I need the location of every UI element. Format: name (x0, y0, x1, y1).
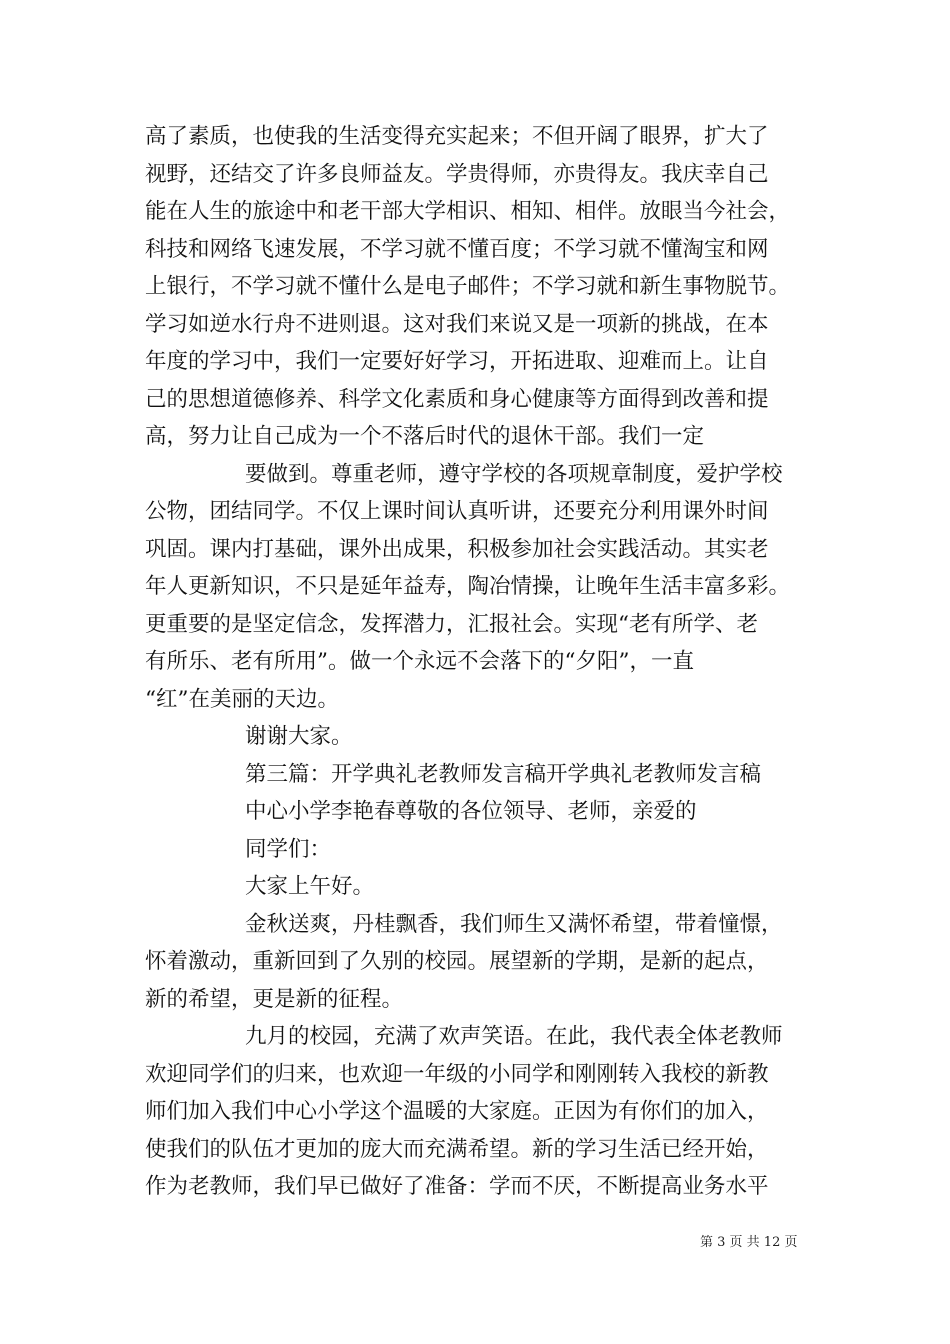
text-line: 更重要的是坚定信念，发挥潜力，汇报社会。实现“老有所学、老 (145, 611, 758, 637)
text-line: 己的思想道德修养、科学文化素质和身心健康等方面得到改善和提 (145, 386, 769, 412)
text-line: 上银行，不学习就不懂什么是电子邮件；不学习就和新生事物脱节。 (145, 274, 791, 299)
text-line: 有所乐、老有所用”。做一个永远不会落下的“夕阳”，一直 (145, 649, 694, 674)
text-line: 公物，团结同学。不仅上课时间认真听讲，还要充分利用课外时间 (145, 499, 769, 524)
text-line: 高了素质，也使我的生活变得充实起来；不但开阔了眼界，扩大了 (145, 124, 769, 149)
text-line: 谢谢大家。 (245, 724, 353, 749)
body-text (145, 118, 825, 1206)
text-line: 师们加入我们中心小学这个温暖的大家庭。正因为有你们的加入， (145, 1099, 769, 1124)
text-line: 作为老教师，我们早已做好了准备：学而不厌，不断提高业务水平 (145, 1174, 769, 1199)
text-line: 科技和网络飞速发展，不学习就不懂百度；不学习就不懂淘宝和网 (145, 236, 769, 262)
text-line: 巩固。课内打基础，课外出成果，积极参加社会实践活动。其实老 (145, 536, 769, 562)
text-line: 视野，还结交了许多良师益友。学贵得师，亦贵得友。我庆幸自己 (145, 161, 769, 187)
text-line: 年度的学习中，我们一定要好好学习，开拓进取、迎难而上。让自 (145, 349, 769, 374)
text-line: 学习如逆水行舟不进则退。这对我们来说又是一项新的挑战，在本 (145, 311, 769, 337)
text-line: 中心小学李艳春尊敬的各位领导、老师，亲爱的 (245, 799, 697, 824)
text-line: 年人更新知识，不只是延年益寿，陶冶情操，让晚年生活丰富多彩。 (145, 574, 791, 599)
text-line: 怀着激动，重新回到了久别的校园。展望新的学期，是新的起点， (145, 949, 769, 974)
text-line: 新的希望，更是新的征程。 (145, 986, 404, 1012)
text-line: 能在人生的旅途中和老干部大学相识、相知、相伴。放眼当今社会， (145, 199, 791, 224)
text-line: 同学们： (245, 836, 332, 862)
text-line: 要做到。尊重老师，遵守学校的各项规章制度，爱护学校 (245, 461, 783, 487)
text-line: 使我们的队伍才更加的庞大而充满希望。新的学习生活已经开始， (145, 1136, 769, 1162)
text-line: 金秋送爽，丹桂飘香，我们师生又满怀希望，带着憧憬， (245, 911, 783, 937)
page-number: 第 3 页 共 12 页 (700, 1235, 798, 1250)
text-line: 第三篇：开学典礼老教师发言稿开学典礼老教师发言稿 (245, 761, 762, 787)
text-line: 大家上午好。 (245, 874, 375, 899)
text-line: 高，努力让自己成为一个不落后时代的退休干部。我们一定 (145, 424, 705, 449)
text-line: “红”在美丽的天边。 (145, 686, 339, 712)
text-line: 九月的校园，充满了欢声笑语。在此，我代表全体老教师 (245, 1024, 783, 1049)
text-line: 欢迎同学们的归来，也欢迎一年级的小同学和刚刚转入我校的新教 (145, 1061, 769, 1087)
